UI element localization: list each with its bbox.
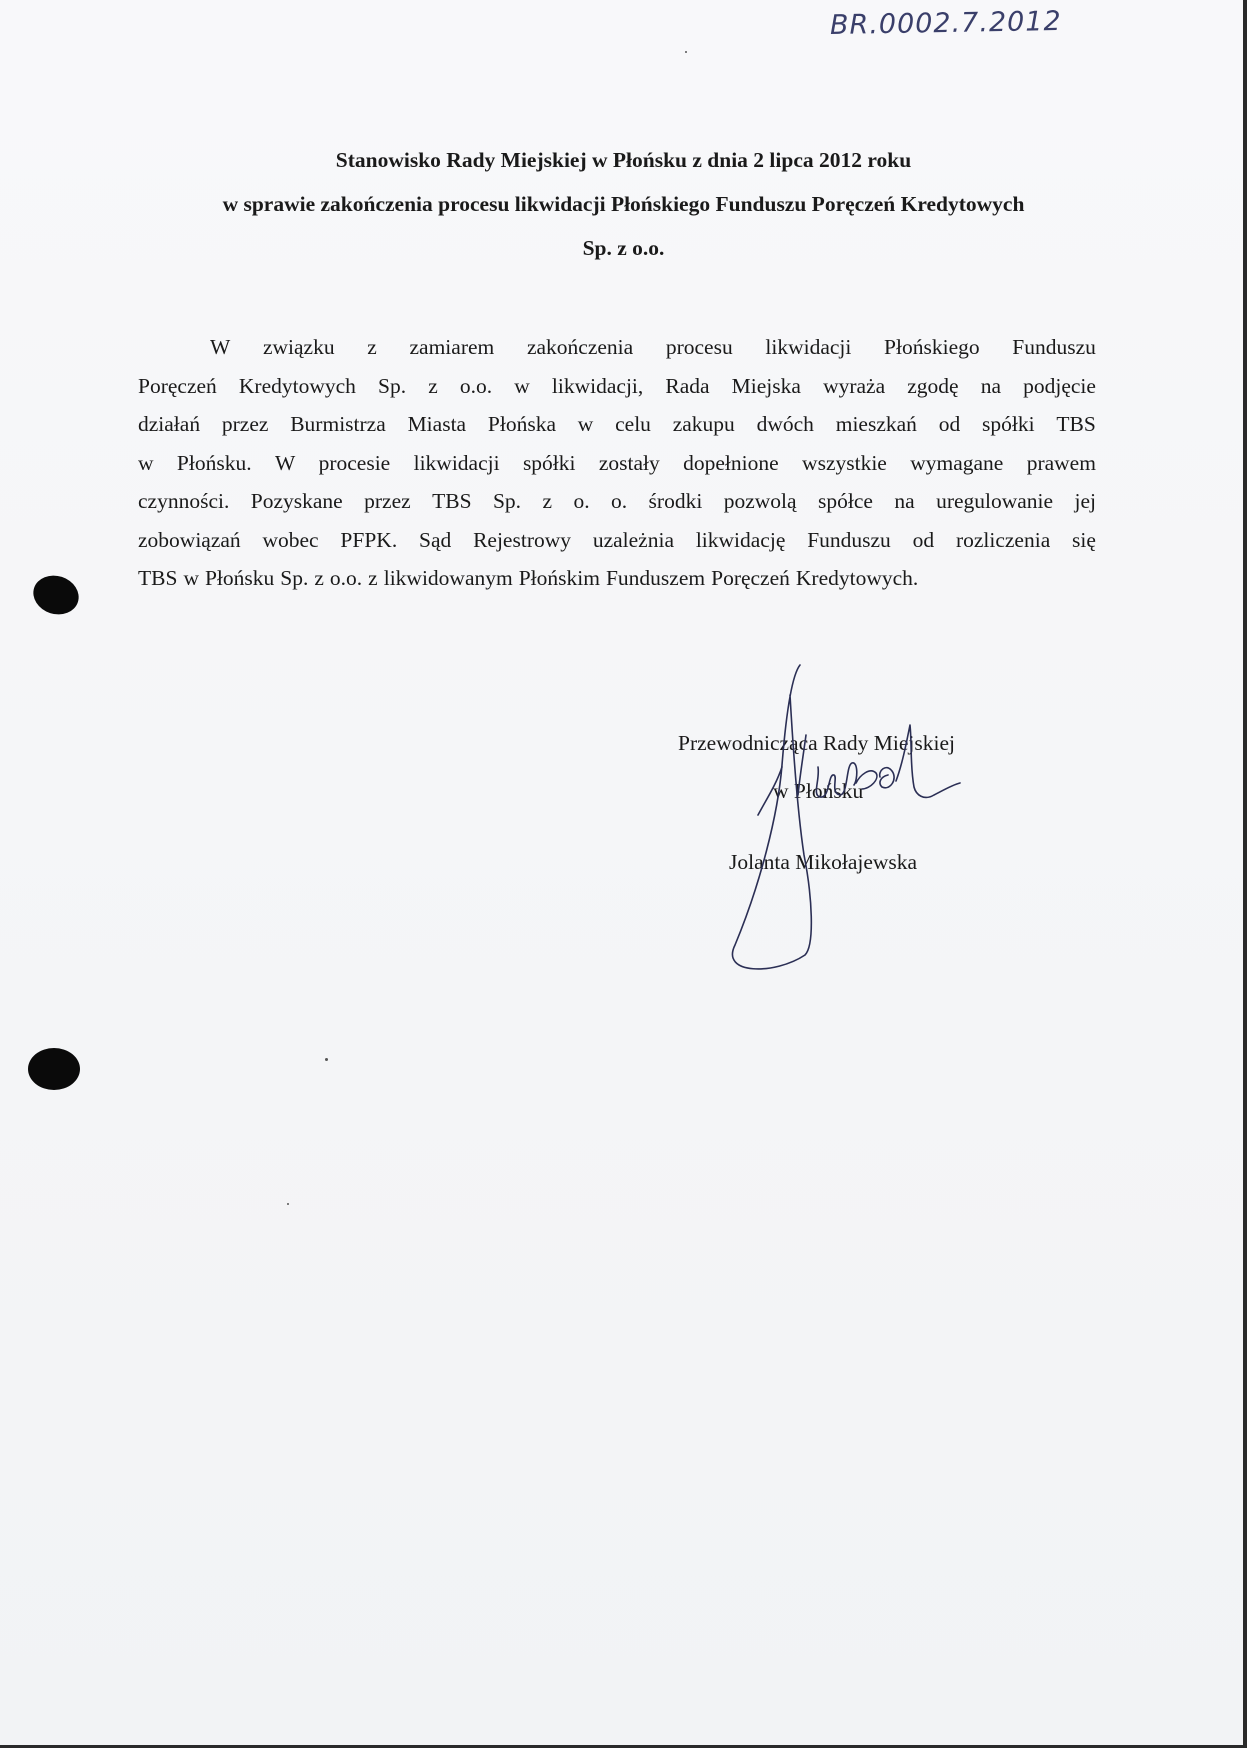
word: Poręczeń — [711, 566, 790, 590]
word: przez — [221, 412, 269, 436]
title-line-2: w sprawie zakończenia procesu likwidacji Płońskiego Funduszu Poręczeń Kredytowych — [222, 192, 1025, 216]
word: procesie — [318, 450, 391, 475]
word: pozwolą — [723, 489, 797, 513]
word: Płońskiego — [884, 335, 980, 359]
signatory-role: Przewodnicząca Rady Miejskiej — [678, 731, 956, 755]
word: wymagane — [910, 450, 1004, 475]
document-title — [0, 138, 1247, 270]
word: Kredytowych — [238, 373, 356, 398]
word: wobec — [262, 527, 319, 552]
word: Sp. — [280, 566, 309, 590]
word: spółki — [522, 450, 576, 475]
handwritten-reference-number: BR.0002.7.2012 — [829, 5, 1062, 42]
word: Burmistrza — [290, 412, 386, 436]
word: likwidacji — [413, 450, 500, 475]
word: Miejska — [731, 373, 801, 398]
word: uregulowanie — [936, 489, 1054, 513]
word: Płońskim — [518, 566, 600, 590]
word: procesu — [665, 335, 733, 359]
word: Sp. — [378, 373, 407, 398]
word: zobowiązań — [138, 527, 241, 552]
word: od — [938, 412, 961, 436]
word: TBS — [138, 566, 178, 590]
signatory-place: w Płońsku — [773, 779, 864, 803]
word: Płońsku — [204, 566, 275, 590]
word: na — [894, 489, 915, 513]
word: zgodę — [907, 373, 959, 398]
punch-hole-top — [28, 570, 83, 620]
word: celu — [615, 412, 651, 436]
word: z — [314, 566, 324, 590]
body-line-2 — [138, 367, 1096, 406]
word: Poręczeń — [138, 373, 217, 398]
word: zakupu — [672, 412, 735, 436]
document-body — [138, 328, 1096, 598]
scan-speck — [685, 51, 687, 53]
word: Sąd — [419, 527, 452, 552]
word: Rada — [665, 373, 710, 398]
word: o.o. — [459, 373, 493, 398]
word: działań — [138, 412, 201, 436]
scan-speck — [287, 1203, 289, 1205]
word: likwidowanym — [383, 566, 513, 590]
word: wyraża — [823, 373, 886, 398]
word: dopełnione — [683, 450, 779, 475]
word: Kredytowych. — [795, 566, 919, 590]
word: podjęcie — [1023, 373, 1096, 398]
body-line-7 — [138, 559, 1096, 598]
word: Pozyskane — [250, 489, 343, 513]
word: z — [428, 373, 438, 398]
word: Funduszu — [1012, 335, 1096, 359]
word: PFPK. — [340, 527, 398, 552]
word: Funduszem — [605, 566, 706, 590]
body-line-3 — [138, 405, 1096, 444]
word: o. — [573, 489, 590, 513]
word: Rejestrowy — [473, 527, 572, 552]
word: wszystkie — [802, 450, 887, 475]
scan-speck — [325, 1058, 328, 1061]
word: likwidacji — [765, 335, 852, 359]
word: dwóch — [756, 412, 814, 436]
word: W — [274, 450, 296, 475]
word: zostały — [598, 450, 660, 475]
signatory-name: Jolanta Mikołajewska — [729, 850, 918, 874]
word: Płońsku. — [176, 450, 252, 475]
word: Funduszu — [807, 527, 891, 552]
word: rozliczenia — [955, 527, 1051, 552]
word: spółce — [817, 489, 873, 513]
word: w — [514, 373, 530, 398]
word: się — [1072, 527, 1096, 552]
word: W — [210, 335, 231, 359]
word: z — [368, 566, 378, 590]
punch-hole-bottom — [28, 1048, 80, 1090]
word: z — [542, 489, 553, 513]
word: przez — [364, 489, 411, 513]
word: o.o. — [329, 566, 363, 590]
word: prawem — [1026, 450, 1096, 475]
title-line-3: Sp. z o.o. — [582, 236, 665, 260]
word: na — [980, 373, 1001, 398]
word: od — [912, 527, 935, 552]
word: likwidacji, — [551, 373, 644, 398]
word: Płońska — [487, 412, 556, 436]
word: TBS — [1056, 412, 1096, 436]
word: Miasta — [407, 412, 467, 436]
word: mieszkań — [835, 412, 917, 436]
body-line-5 — [138, 482, 1096, 521]
title-line-1: Stanowisko Rady Miejskiej w Płońsku z dnia 2 lipca 2012 roku — [335, 148, 912, 172]
word: z — [367, 335, 377, 359]
word: w — [577, 412, 594, 436]
body-line-1 — [138, 328, 1096, 367]
word: środki — [648, 489, 703, 513]
body-line-4 — [138, 444, 1096, 483]
word: w — [138, 450, 154, 475]
scan-edge-right — [1243, 0, 1247, 1748]
word: likwidację — [695, 527, 786, 552]
word: związku — [262, 335, 335, 359]
word: spółki — [982, 412, 1035, 436]
word: uzależnia — [592, 527, 674, 552]
word: w — [183, 566, 199, 590]
word: TBS — [432, 489, 472, 513]
word: Sp. — [492, 489, 522, 513]
word: o. — [611, 489, 628, 513]
word: zamiarem — [409, 335, 495, 359]
word: czynności. — [138, 489, 230, 513]
body-line-6 — [138, 521, 1096, 560]
word: jej — [1074, 489, 1096, 513]
word: zakończenia — [526, 335, 634, 359]
